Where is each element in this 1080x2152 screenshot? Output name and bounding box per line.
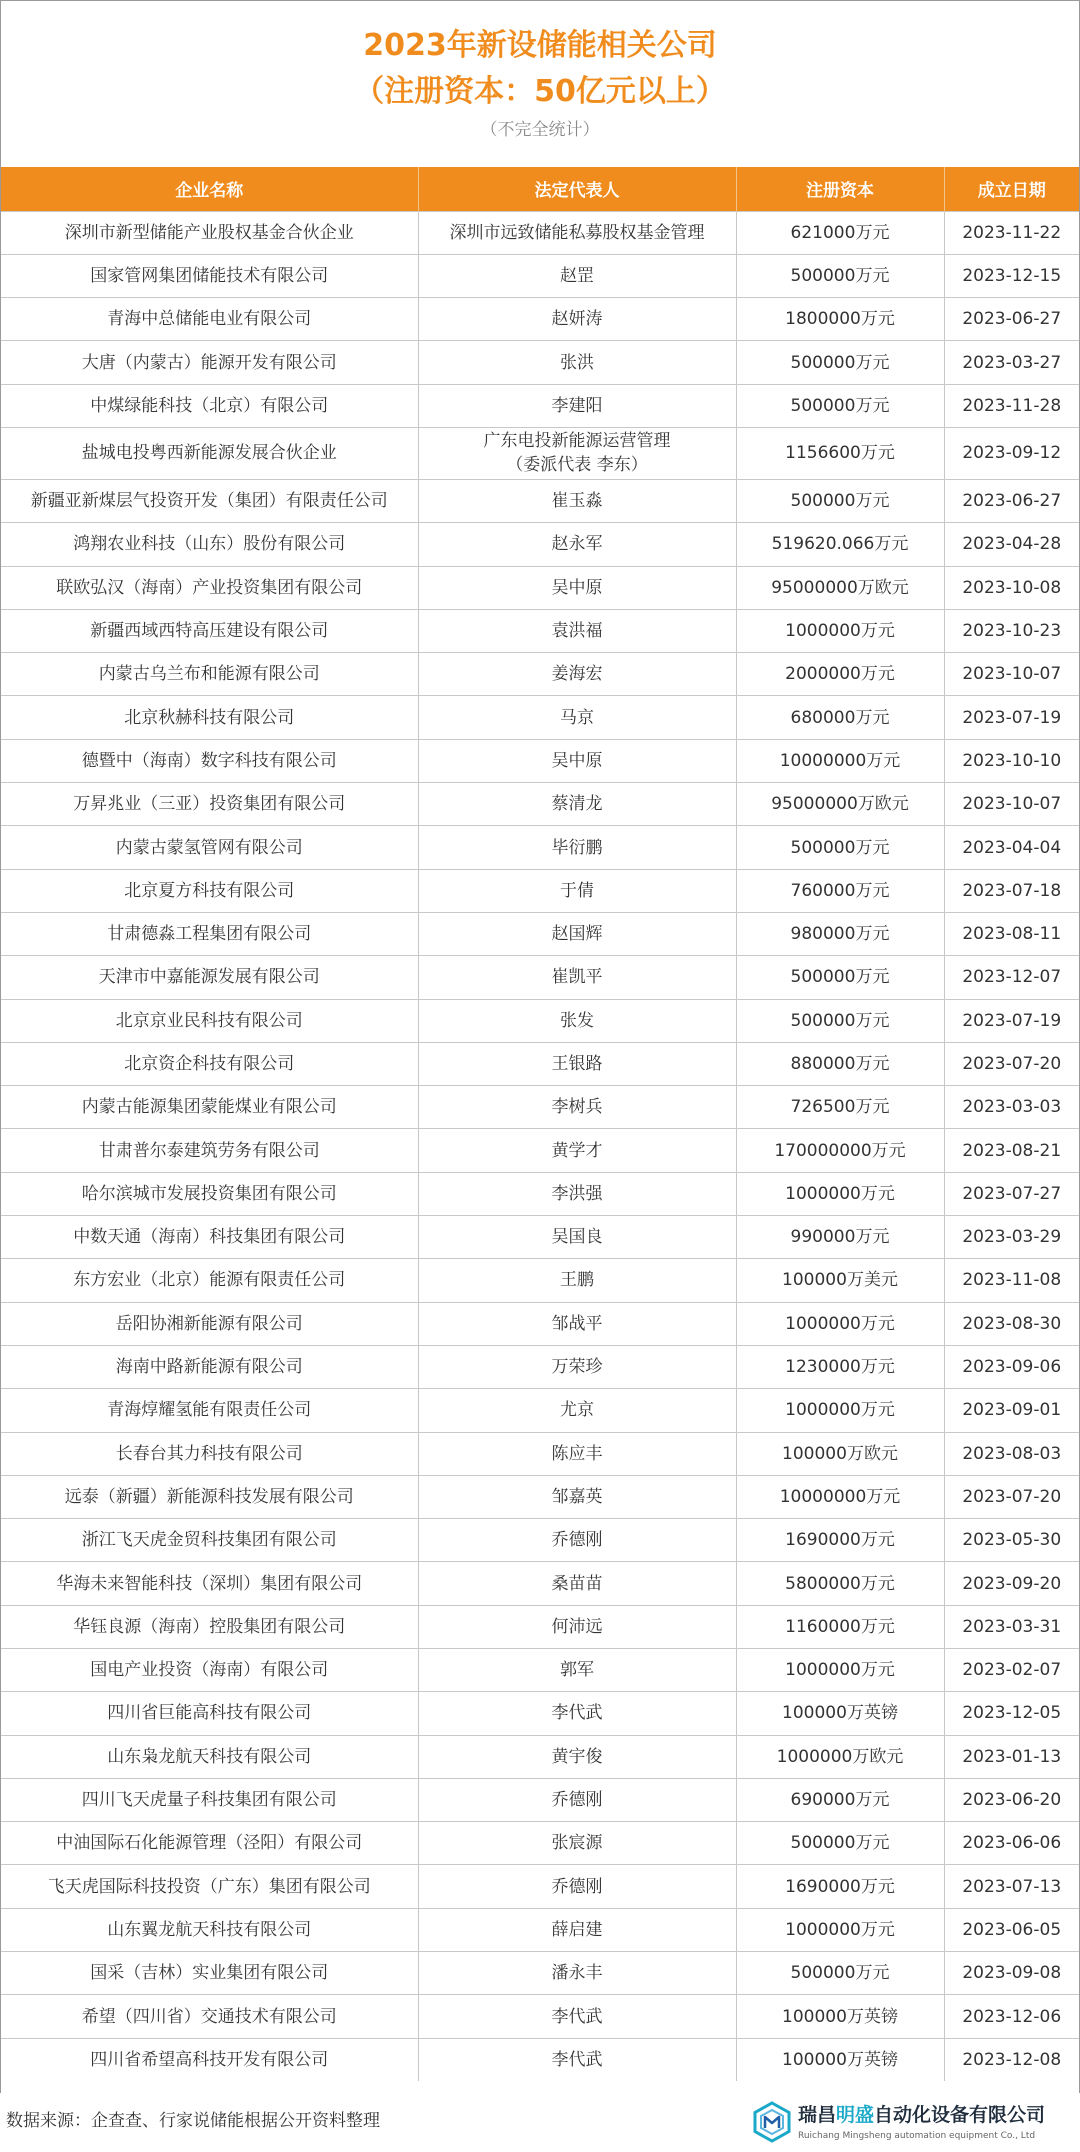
legal-rep-cell: 吴中原 [418,566,736,609]
company-name-cell: 内蒙古能源集团蒙能煤业有限公司 [1,1086,418,1129]
founding-date-cell: 2023-08-21 [944,1129,1079,1172]
founding-date-cell: 2023-07-18 [944,869,1079,912]
table-row [1,1216,1079,1259]
table-row [1,912,1079,955]
founding-date-cell: 2023-07-20 [944,1042,1079,1085]
registered-capital-cell: 100000万欧元 [736,1432,944,1475]
table-row [1,1562,1079,1605]
registered-capital-cell: 1000000万元 [736,1302,944,1345]
founding-date-cell: 2023-06-05 [944,1908,1079,1951]
registered-capital-cell: 760000万元 [736,869,944,912]
founding-date-cell: 2023-12-15 [944,254,1079,297]
founding-date-cell: 2023-09-20 [944,1562,1079,1605]
title-line-1: 2023年新设储能相关公司 [363,28,717,63]
subtitle: （不完全统计） [480,120,600,140]
legal-rep-cell: 万荣珍 [418,1345,736,1388]
company-name-cell: 新疆亚新煤层气投资开发（集团）有限责任公司 [1,479,418,522]
company-name-cell: 德暨中（海南）数字科技有限公司 [1,739,418,782]
company-name-cell: 北京资企科技有限公司 [1,1042,418,1085]
company-name-cell: 内蒙古蒙氢管网有限公司 [1,826,418,869]
table-row [1,1908,1079,1951]
legal-rep-cell: 马京 [418,696,736,739]
founding-date-cell: 2023-03-31 [944,1605,1079,1648]
legal-rep-cell: 赵妍涛 [418,298,736,341]
legal-rep-cell: 黄宇俊 [418,1735,736,1778]
legal-rep-cell: 崔凯平 [418,956,736,999]
table-header-row [1,167,1079,211]
registered-capital-cell: 170000000万元 [736,1129,944,1172]
table-row [1,1952,1079,1995]
table-row [1,1259,1079,1302]
table-row [1,1735,1079,1778]
table-row [1,739,1079,782]
table-row [1,1475,1079,1518]
legal-rep-cell: 何沛远 [418,1605,736,1648]
registered-capital-cell: 680000万元 [736,696,944,739]
founding-date-cell: 2023-10-10 [944,739,1079,782]
legal-rep-cell: 李建阳 [418,384,736,427]
legal-rep-cell: 乔德刚 [418,1519,736,1562]
table-row [1,1172,1079,1215]
legal-rep-cell: 李洪强 [418,1172,736,1215]
registered-capital-cell: 5800000万元 [736,1562,944,1605]
founding-date-cell: 2023-04-04 [944,826,1079,869]
registered-capital-cell: 10000000万元 [736,1475,944,1518]
registered-capital-cell: 1000000万元 [736,1908,944,1951]
founding-date-cell: 2023-01-13 [944,1735,1079,1778]
registered-capital-cell: 1000000万元 [736,1389,944,1432]
founding-date-cell: 2023-11-28 [944,384,1079,427]
legal-rep-cell: 李代武 [418,2038,736,2081]
legal-rep-cell: 乔德刚 [418,1778,736,1821]
registered-capital-cell: 990000万元 [736,1216,944,1259]
legal-rep-cell: 广东电投新能源运营管理 （委派代表 李东） [418,427,736,479]
legal-rep-cell: 尤京 [418,1389,736,1432]
legal-rep-cell: 张发 [418,999,736,1042]
table-row [1,956,1079,999]
legal-rep-cell: 王银路 [418,1042,736,1085]
registered-capital-cell: 500000万元 [736,254,944,297]
company-name-cell: 中煤绿能科技（北京）有限公司 [1,384,418,427]
registered-capital-cell: 1690000万元 [736,1865,944,1908]
company-name-cell: 甘肃普尔泰建筑劳务有限公司 [1,1129,418,1172]
registered-capital-cell: 1800000万元 [736,298,944,341]
table-row [1,211,1079,254]
company-name-cell: 鸿翔农业科技（山东）股份有限公司 [1,523,418,566]
table-row [1,653,1079,696]
legal-rep-cell: 张洪 [418,341,736,384]
company-name-cell: 中油国际石化能源管理（泾阳）有限公司 [1,1822,418,1865]
company-name-cell: 哈尔滨城市发展投资集团有限公司 [1,1172,418,1215]
table-row [1,1865,1079,1908]
company-name-cell: 万昇兆业（三亚）投资集团有限公司 [1,783,418,826]
title-line-2: （注册资本：50亿元以上） [354,74,726,109]
company-name-cell: 青海中总储能电业有限公司 [1,298,418,341]
registered-capital-cell: 1000000万欧元 [736,1735,944,1778]
founding-date-cell: 2023-07-27 [944,1172,1079,1215]
registered-capital-cell: 95000000万欧元 [736,566,944,609]
founding-date-cell: 2023-12-05 [944,1692,1079,1735]
founding-date-cell: 2023-06-20 [944,1778,1079,1821]
founding-date-cell: 2023-06-06 [944,1822,1079,1865]
registered-capital-cell: 500000万元 [736,999,944,1042]
company-name-cell: 四川飞天虎量子科技集团有限公司 [1,1778,418,1821]
company-name-cell: 中数天通（海南）科技集团有限公司 [1,1216,418,1259]
legal-rep-cell: 姜海宏 [418,653,736,696]
company-name-cell: 四川省巨能高科技有限公司 [1,1692,418,1735]
founding-date-cell: 2023-08-11 [944,912,1079,955]
footer [0,2093,1080,2152]
legal-rep-cell: 赵罡 [418,254,736,297]
company-name-cell: 联欧弘汉（海南）产业投资集团有限公司 [1,566,418,609]
table-row [1,1302,1079,1345]
company-name-cell: 甘肃德淼工程集团有限公司 [1,912,418,955]
company-name-cell: 山东枭龙航天科技有限公司 [1,1735,418,1778]
column-header-legal-rep: 法定代表人 [418,167,736,211]
legal-rep-cell: 张宸源 [418,1822,736,1865]
table-row [1,1042,1079,1085]
legal-rep-cell: 吴中原 [418,739,736,782]
company-table [1,167,1079,2081]
legal-rep-cell: 郭军 [418,1649,736,1692]
founding-date-cell: 2023-11-08 [944,1259,1079,1302]
table-row [1,566,1079,609]
table-row [1,341,1079,384]
legal-rep-cell: 陈应丰 [418,1432,736,1475]
company-name-cell: 东方宏业（北京）能源有限责任公司 [1,1259,418,1302]
legal-rep-cell: 袁洪福 [418,609,736,652]
founding-date-cell: 2023-06-27 [944,298,1079,341]
company-name-cell: 飞天虎国际科技投资（广东）集团有限公司 [1,1865,418,1908]
table-row [1,2038,1079,2081]
registered-capital-cell: 726500万元 [736,1086,944,1129]
company-name-cell: 希望（四川省）交通技术有限公司 [1,1995,418,2038]
brand-name-highlight: 明盛 [836,2104,875,2126]
founding-date-cell: 2023-07-20 [944,1475,1079,1518]
company-name-cell: 天津市中嘉能源发展有限公司 [1,956,418,999]
founding-date-cell: 2023-09-08 [944,1952,1079,1995]
founding-date-cell: 2023-10-07 [944,653,1079,696]
table-row [1,1086,1079,1129]
company-name-cell: 长春台其力科技有限公司 [1,1432,418,1475]
legal-rep-cell: 毕衍鹏 [418,826,736,869]
company-brand-english: Ruichang Mingsheng automation equipment Co., Ltd [798,2131,1036,2141]
registered-capital-cell: 1000000万元 [736,1649,944,1692]
table-row [1,1822,1079,1865]
table-row [1,1995,1079,2038]
report-header [0,0,1080,167]
legal-rep-cell: 邹战平 [418,1302,736,1345]
company-name-cell: 山东翼龙航天科技有限公司 [1,1908,418,1951]
legal-rep-cell: 深圳市远致储能私募股权基金管理 [418,211,736,254]
company-name-cell: 盐城电投粤西新能源发展合伙企业 [1,427,418,479]
founding-date-cell: 2023-12-06 [944,1995,1079,2038]
company-brand-name [798,2102,1045,2128]
founding-date-cell: 2023-10-23 [944,609,1079,652]
legal-rep-cell: 崔玉淼 [418,479,736,522]
table-row [1,826,1079,869]
registered-capital-cell: 500000万元 [736,384,944,427]
founding-date-cell: 2023-04-28 [944,523,1079,566]
founding-date-cell: 2023-06-27 [944,479,1079,522]
registered-capital-cell: 690000万元 [736,1778,944,1821]
company-name-cell: 北京京业民科技有限公司 [1,999,418,1042]
founding-date-cell: 2023-08-03 [944,1432,1079,1475]
founding-date-cell: 2023-11-22 [944,211,1079,254]
table-row [1,479,1079,522]
founding-date-cell: 2023-03-03 [944,1086,1079,1129]
table-row [1,254,1079,297]
founding-date-cell: 2023-07-19 [944,999,1079,1042]
founding-date-cell: 2023-09-06 [944,1345,1079,1388]
company-name-cell: 青海焞耀氢能有限责任公司 [1,1389,418,1432]
registered-capital-cell: 980000万元 [736,912,944,955]
founding-date-cell: 2023-12-07 [944,956,1079,999]
legal-rep-cell: 于倩 [418,869,736,912]
column-header-company: 企业名称 [1,167,418,211]
registered-capital-cell: 100000万英镑 [736,1995,944,2038]
founding-date-cell: 2023-09-01 [944,1389,1079,1432]
table-row [1,523,1079,566]
founding-date-cell: 2023-03-27 [944,341,1079,384]
registered-capital-cell: 519620.066万元 [736,523,944,566]
registered-capital-cell: 500000万元 [736,341,944,384]
registered-capital-cell: 880000万元 [736,1042,944,1085]
registered-capital-cell: 95000000万欧元 [736,783,944,826]
table-row [1,1389,1079,1432]
company-name-cell: 深圳市新型储能产业股权基金合伙企业 [1,211,418,254]
registered-capital-cell: 100000万美元 [736,1259,944,1302]
company-name-cell: 海南中路新能源有限公司 [1,1345,418,1388]
company-name-cell: 华钰良源（海南）控股集团有限公司 [1,1605,418,1648]
legal-rep-cell: 薛启建 [418,1908,736,1951]
founding-date-cell: 2023-07-19 [944,696,1079,739]
table-row [1,1129,1079,1172]
table-row [1,999,1079,1042]
table-row [1,1605,1079,1648]
registered-capital-cell: 100000万英镑 [736,2038,944,2081]
founding-date-cell: 2023-09-12 [944,427,1079,479]
legal-rep-cell: 李树兵 [418,1086,736,1129]
company-name-cell: 新疆西域西特高压建设有限公司 [1,609,418,652]
registered-capital-cell: 500000万元 [736,1952,944,1995]
company-name-cell: 浙江飞天虎金贸科技集团有限公司 [1,1519,418,1562]
data-source-note: 数据来源：企查查、行家说储能根据公开资料整理 [6,2111,380,2131]
column-header-capital: 注册资本 [736,167,944,211]
company-name-cell: 内蒙古乌兰布和能源有限公司 [1,653,418,696]
table-row [1,869,1079,912]
table-row [1,696,1079,739]
company-name-cell: 北京秋赫科技有限公司 [1,696,418,739]
registered-capital-cell: 2000000万元 [736,653,944,696]
founding-date-cell: 2023-02-07 [944,1649,1079,1692]
table-body [1,211,1079,2081]
table-row [1,427,1079,479]
table-row [1,1692,1079,1735]
registered-capital-cell: 100000万英镑 [736,1692,944,1735]
brand-name-part-2: 自动化设备有限公司 [874,2104,1046,2126]
legal-rep-cell: 李代武 [418,1995,736,2038]
registered-capital-cell: 1156600万元 [736,427,944,479]
table-row [1,1649,1079,1692]
table-row [1,1345,1079,1388]
registered-capital-cell: 1230000万元 [736,1345,944,1388]
company-name-cell: 远泰（新疆）新能源科技发展有限公司 [1,1475,418,1518]
founding-date-cell: 2023-08-30 [944,1302,1079,1345]
table-row [1,1778,1079,1821]
legal-rep-cell: 桑苗苗 [418,1562,736,1605]
founding-date-cell: 2023-10-07 [944,783,1079,826]
company-name-cell: 华海未来智能科技（深圳）集团有限公司 [1,1562,418,1605]
table-row [1,609,1079,652]
registered-capital-cell: 500000万元 [736,956,944,999]
founding-date-cell: 2023-05-30 [944,1519,1079,1562]
company-name-cell: 国采（吉林）实业集团有限公司 [1,1952,418,1995]
company-name-cell: 岳阳协湘新能源有限公司 [1,1302,418,1345]
company-name-cell: 国家管网集团储能技术有限公司 [1,254,418,297]
registered-capital-cell: 1000000万元 [736,1172,944,1215]
company-name-cell: 国电产业投资（海南）有限公司 [1,1649,418,1692]
table-row [1,384,1079,427]
founding-date-cell: 2023-07-13 [944,1865,1079,1908]
registered-capital-cell: 500000万元 [736,479,944,522]
legal-rep-cell: 蔡清龙 [418,783,736,826]
legal-rep-cell: 乔德刚 [418,1865,736,1908]
company-name-cell: 四川省希望高科技开发有限公司 [1,2038,418,2081]
company-name-cell: 大唐（内蒙古）能源开发有限公司 [1,341,418,384]
registered-capital-cell: 1000000万元 [736,609,944,652]
registered-capital-cell: 500000万元 [736,826,944,869]
mingsheng-hexagon-logo-icon [751,2101,793,2143]
legal-rep-cell: 邹嘉英 [418,1475,736,1518]
registered-capital-cell: 1690000万元 [736,1519,944,1562]
legal-rep-cell: 李代武 [418,1692,736,1735]
founding-date-cell: 2023-10-08 [944,566,1079,609]
table-row [1,783,1079,826]
registered-capital-cell: 1160000万元 [736,1605,944,1648]
company-name-cell: 北京夏方科技有限公司 [1,869,418,912]
table-row [1,1519,1079,1562]
legal-rep-cell: 吴国良 [418,1216,736,1259]
legal-rep-cell: 王鹏 [418,1259,736,1302]
legal-rep-cell: 潘永丰 [418,1952,736,1995]
column-header-date: 成立日期 [944,167,1079,211]
registered-capital-cell: 621000万元 [736,211,944,254]
registered-capital-cell: 10000000万元 [736,739,944,782]
registered-capital-cell: 500000万元 [736,1822,944,1865]
founding-date-cell: 2023-03-29 [944,1216,1079,1259]
brand-name-part-1: 瑞昌 [798,2104,837,2126]
table-row [1,298,1079,341]
legal-rep-cell: 黄学才 [418,1129,736,1172]
legal-rep-cell: 赵国辉 [418,912,736,955]
table-row [1,1432,1079,1475]
founding-date-cell: 2023-12-08 [944,2038,1079,2081]
legal-rep-cell: 赵永军 [418,523,736,566]
